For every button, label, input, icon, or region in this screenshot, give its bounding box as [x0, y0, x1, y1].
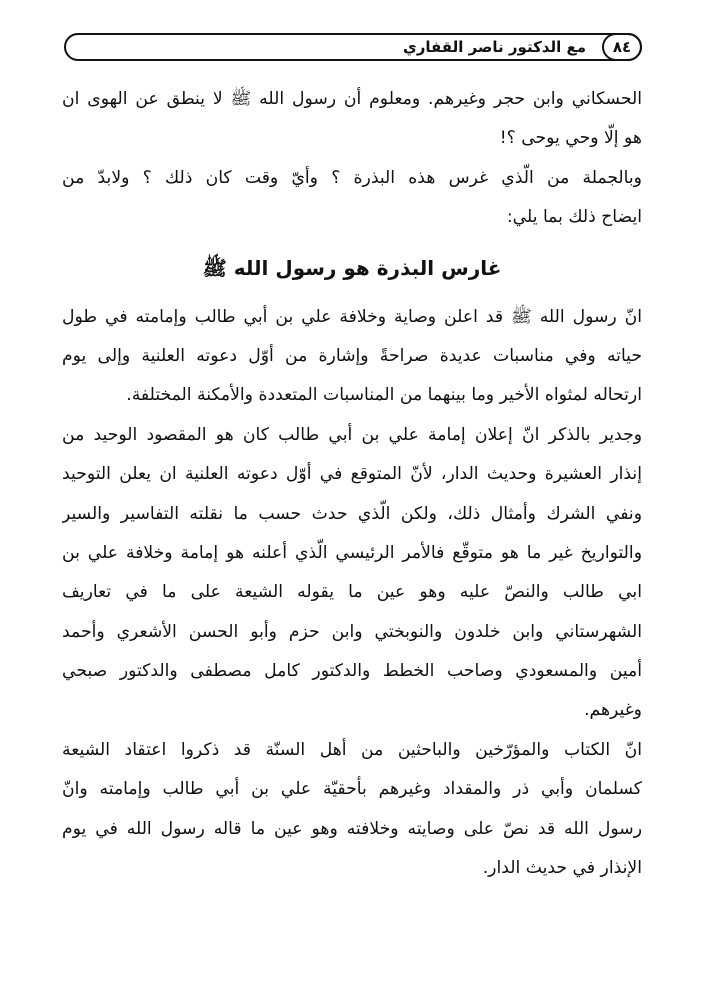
- text-line: وبالجملة من الّذي غرس هذه البذرة ؟ وأيّ وقت كان ذلك ؟ ولابدّ من: [62, 167, 642, 188]
- text-line: وجدير بالذكر انّ إعلان إمامة علي بن أبي طالب كان هو المقصود الوحيد من: [62, 424, 642, 445]
- text-line: حياته وفي مناسبات عديدة صراحةً وإشارة من أوّل دعوته العلنية وإلى يوم: [62, 345, 642, 366]
- running-title: مع الدكتور ناصر القفاري: [403, 38, 586, 56]
- text-line: وغيرهم.: [584, 700, 642, 721]
- text-line: والتواريخ غير ما هو متوقّع فالأمر الرئيسي الّذي أعلنه هو إمامة وخلافة علي بن: [62, 542, 642, 563]
- text-line: إنذار العشيرة وحديث الدار، لأنّ المتوقع في أوّل دعوته العلنية ان يعلن التوحيد: [62, 464, 642, 485]
- text-line: هو إلّا وحي يوحى ؟!: [499, 128, 642, 149]
- text-line: الشهرستاني وابن خلدون والنوبختي وابن حزم وأبو الحسن الأشعري وأحمد: [62, 621, 642, 642]
- text-line: كسلمان وأبي ذر والمقداد وغيرهم بأحقيّة علي بن أبي طالب وإمامته وانّ: [62, 779, 642, 800]
- text-line: ونفي الشرك وأمثال ذلك، ولكن الّذي حدث حسب ما نقلته التفاسير والسير: [62, 503, 642, 524]
- section-heading: غارس البذرة هو رسول الله ﷺ: [202, 255, 502, 280]
- text-line: انّ رسول الله ﷺ قد اعلن وصاية وخلافة علي بن أبي طالب وإمامته في طول: [62, 306, 642, 327]
- page-number: ٨٤: [602, 33, 642, 61]
- text-line: ايضاح ذلك بما يلي:: [506, 207, 642, 228]
- text-line: الحسكاني وابن حجر وغيرهم. ومعلوم أن رسول الله ﷺ لا ينطق عن الهوى ان: [62, 89, 642, 109]
- text-line: ابي طالب والنصّ عليه وهو عين ما يقوله الشيعة على ما في تعاريف: [62, 582, 642, 603]
- page-body: [62, 80, 642, 888]
- page-header: [64, 33, 642, 61]
- text-line: رسول الله قد نصّ على وصايته وخلافته وهو عين ما قاله رسول الله في يوم: [62, 818, 642, 839]
- text-line: الإنذار في حديث الدار.: [482, 858, 642, 879]
- text-line: ارتحاله لمثواه الأخير وما بينهما من المناسبات المتعددة والأمكنة المختلفة.: [126, 385, 642, 406]
- text-line: انّ الكتاب والمؤرّخين والباحثين من أهل السنّة قد ذكروا اعتقاد الشيعة: [62, 739, 642, 760]
- text-line: أمين والمسعودي وصاحب الخطط والدكتور كامل مصطفى والدكتور صبحي: [62, 661, 642, 682]
